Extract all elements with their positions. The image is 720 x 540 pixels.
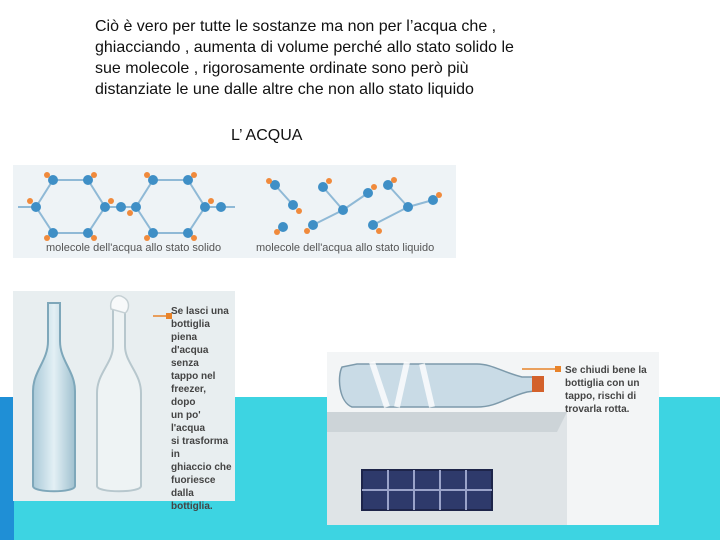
decorative-band-accent [0, 397, 14, 540]
pointer-icon [522, 364, 562, 374]
paragraph-line: distanziate le une dalle altre che non allo stato liquido [95, 81, 474, 98]
liquid-caption: molecole dell'acqua allo stato liquido [256, 242, 435, 254]
bottles-illustration [13, 291, 168, 501]
freezer-image [327, 352, 659, 525]
freezer-illustration [327, 352, 567, 525]
molecules-image [13, 165, 456, 258]
solid-caption: molecole dell'acqua allo stato solido [46, 242, 222, 254]
freezer-caption: Se chiudi bene la bottiglia con un tappo, rischi di trovarla rotta. [565, 365, 647, 415]
pointer-icon [153, 311, 173, 321]
bottles-caption: Se lasci una bottiglia piena d'acqua senza tappo nel freezer, dopo un po' l'acqua si trasforma in ghiaccio che fuoriesce dalla bottiglia. [171, 306, 232, 512]
page-title: L’ ACQUA [231, 127, 303, 144]
paragraph-line: sue molecole , rigorosamente ordinate sono però più [95, 60, 469, 77]
main-paragraph [95, 16, 615, 100]
bottles-image [13, 291, 235, 512]
paragraph-line: Ciò è vero per tutte le sostanze ma non per l’acqua che , [95, 18, 497, 35]
paragraph-line: ghiacciando , aumenta di volume perché allo stato solido le [95, 39, 514, 56]
